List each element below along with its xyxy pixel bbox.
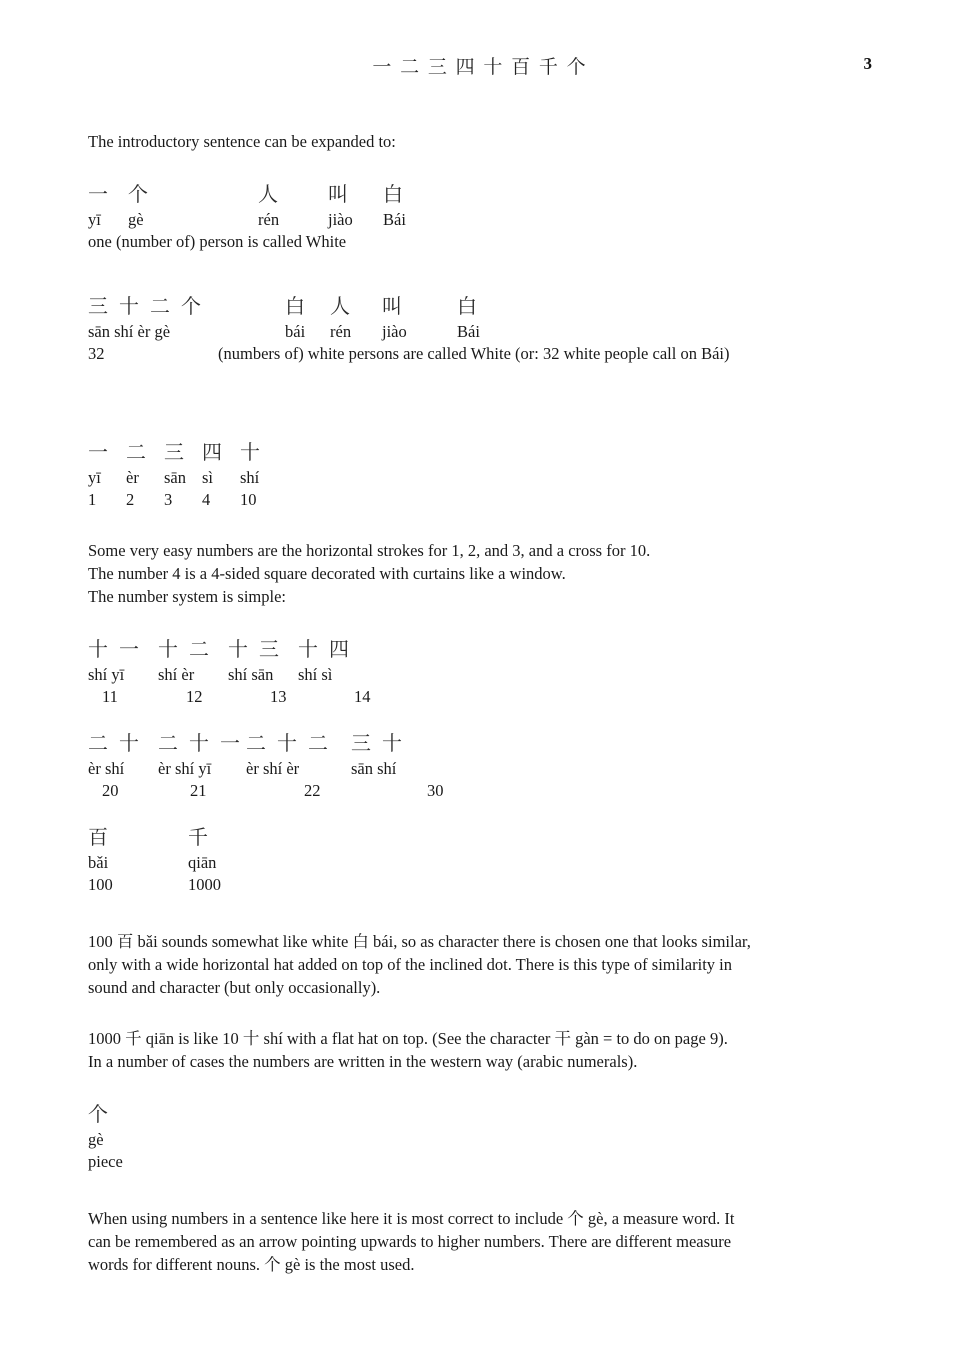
sentence-2-translation: (numbers of) white persons are called White (or: 32 white people call on Bái) — [218, 344, 730, 363]
numbers-basic-value-4: 10 — [240, 490, 257, 509]
para-easy-line-3: The number system is simple: — [88, 587, 286, 606]
sentence-1-hanzi-2: 人 — [258, 184, 281, 206]
para-easy-line-2: The number 4 is a 4-sided square decorated with curtains like a window. — [88, 564, 566, 583]
page-number: 3 — [863, 54, 872, 73]
numbers-hundreds-pinyin-row — [88, 852, 888, 874]
sentence-2-pinyin-4: Bái — [457, 322, 480, 341]
ge-pinyin: gè — [88, 1130, 104, 1149]
numbers-teens-hanzi-3: 十 四 — [298, 639, 352, 661]
numbers-teens-pinyin-2: shí sān — [228, 665, 274, 684]
numbers-basic-hanzi-3: 四 — [202, 442, 225, 464]
numbers-teens-hanzi-row — [88, 636, 888, 664]
numbers-teens-hanzi-1: 十 二 — [158, 639, 212, 661]
example-sentence-1 — [88, 181, 888, 253]
numbers-basic-value-3: 4 — [202, 490, 211, 509]
numbers-twenties-pinyin-2: èr shí èr — [246, 759, 300, 778]
numbers-hundreds-pinyin-0: bǎi — [88, 853, 109, 872]
numbers-twenties-pinyin-1: èr shí yī — [158, 759, 212, 778]
numbers-twenties-pinyin-3: sān shí — [351, 759, 397, 778]
numbers-hundreds-value-0: 100 — [88, 875, 113, 894]
header-chinese-characters: 一 二 三 四 十 百 千 个 — [372, 57, 588, 78]
sentence-1-pinyin-1: gè — [128, 210, 144, 229]
numbers-basic-value-2: 3 — [164, 490, 173, 509]
numbers-teens-pinyin-3: shí sì — [298, 665, 333, 684]
numbers-teens-values-row — [88, 686, 888, 708]
sentence-1-hanzi-row — [88, 181, 888, 209]
page-header — [0, 52, 960, 84]
para-qian-line-1: 1000 千 qiān is like 10 十 shí with a flat hat on top. (See the character 干 gàn = to do on page 9). — [88, 1029, 728, 1048]
sentence-1-translation: one (number of) person is called White — [88, 232, 347, 251]
sentence-1-pinyin-2: rén — [258, 210, 280, 229]
sentence-1-hanzi-3: 叫 — [328, 184, 351, 206]
numbers-basic-values-row — [88, 489, 888, 511]
sentence-1-pinyin-3: jiào — [328, 210, 353, 229]
numbers-teens-pinyin-0: shí yī — [88, 665, 125, 684]
para-qian-line-2: In a number of cases the numbers are written in the western way (arabic numerals). — [88, 1052, 638, 1071]
numbers-twenties-value-3: 30 — [427, 781, 444, 800]
para-bai-line-1: 100 百 bǎi sounds somewhat like white 白 bái, so as character there is chosen one that looks similar, — [88, 932, 751, 951]
numbers-teens-block — [88, 636, 888, 708]
numbers-basic-pinyin-1: èr — [126, 468, 139, 487]
sentence-2-hanzi-1: 白 — [285, 296, 308, 318]
sentence-1-pinyin-4: Bái — [383, 210, 406, 229]
numbers-twenties-pinyin-row — [88, 758, 888, 780]
numbers-basic-hanzi-4: 十 — [240, 442, 263, 464]
numbers-twenties-values-row — [88, 780, 888, 802]
sentence-2-pinyin-1: bái — [285, 322, 306, 341]
intro-line: The introductory sentence can be expanded to: — [88, 132, 396, 151]
numbers-teens-pinyin-1: shí èr — [158, 665, 195, 684]
numbers-basic-hanzi-2: 三 — [164, 442, 187, 464]
ge-hanzi: 个 — [88, 1104, 111, 1126]
numbers-basic-pinyin-3: sì — [202, 468, 214, 487]
numbers-basic-hanzi-0: 一 — [88, 442, 111, 464]
numbers-hundreds-hanzi-0: 百 — [88, 827, 111, 849]
page-content — [88, 130, 888, 1276]
numbers-twenties-value-1: 21 — [190, 781, 207, 800]
sentence-2-pinyin-0: sān shí èr gè — [88, 322, 171, 341]
example-sentence-2 — [88, 293, 888, 365]
numbers-teens-pinyin-row — [88, 664, 888, 686]
numbers-basic-value-1: 2 — [126, 490, 135, 509]
ge-hanzi-row — [88, 1101, 888, 1129]
numbers-basic-pinyin-2: sān — [164, 468, 186, 487]
sentence-1-hanzi-0: 一 — [88, 184, 111, 206]
numbers-teens-hanzi-0: 十 一 — [88, 639, 142, 661]
sentence-2-translation-row — [88, 343, 888, 365]
numbers-twenties-hanzi-1: 二 十 一 — [158, 733, 243, 755]
numbers-basic-hanzi-1: 二 — [126, 442, 149, 464]
sentence-2-hanzi-4: 白 — [457, 296, 480, 318]
ge-measure-word-block — [88, 1101, 888, 1173]
numbers-basic-pinyin-0: yī — [88, 468, 101, 487]
sentence-2-hanzi-2: 人 — [330, 296, 353, 318]
numbers-basic-pinyin-4: shí — [240, 468, 260, 487]
numbers-twenties-value-0: 20 — [102, 781, 119, 800]
numbers-teens-value-0: 11 — [102, 687, 118, 706]
numbers-twenties-hanzi-row — [88, 730, 888, 758]
sentence-1-pinyin-0: yī — [88, 210, 101, 229]
numbers-hundreds-block — [88, 824, 888, 896]
ge-pinyin-row — [88, 1129, 888, 1151]
numbers-hundreds-hanzi-row — [88, 824, 888, 852]
numbers-basic-hanzi-row — [88, 439, 888, 467]
para-easy-line-1: Some very easy numbers are the horizontal strokes for 1, 2, and 3, and a cross for 10. — [88, 541, 651, 560]
ge-meaning: piece — [88, 1152, 123, 1171]
sentence-1-translation-row — [88, 231, 888, 253]
numbers-basic-value-0: 1 — [88, 490, 97, 509]
numbers-hundreds-pinyin-1: qiān — [188, 853, 217, 872]
para-measure-line-1: When using numbers in a sentence like here it is most correct to include 个 gè, a measure word. It — [88, 1209, 735, 1228]
sentence-1-hanzi-1: 个 — [128, 184, 151, 206]
sentence-2-hanzi-3: 叫 — [382, 296, 405, 318]
para-bai-line-3: sound and character (but only occasionally). — [88, 978, 381, 997]
para-measure-line-3: words for different nouns. 个 gè is the most used. — [88, 1255, 415, 1274]
sentence-1-pinyin-row — [88, 209, 888, 231]
para-measure-line-2: can be remembered as an arrow pointing upwards to higher numbers. There are different measure — [88, 1232, 732, 1251]
numbers-twenties-hanzi-0: 二 十 — [88, 733, 142, 755]
sentence-2-pinyin-2: rén — [330, 322, 352, 341]
sentence-2-pinyin-row — [88, 321, 888, 343]
numbers-hundreds-hanzi-1: 千 — [188, 827, 211, 849]
sentence-2-translation-number: 32 — [88, 344, 105, 363]
numbers-twenties-hanzi-2: 二 十 二 — [246, 733, 331, 755]
numbers-teens-value-3: 14 — [354, 687, 371, 706]
ge-meaning-row — [88, 1151, 888, 1173]
numbers-hundreds-value-1: 1000 — [188, 875, 221, 894]
numbers-teens-hanzi-2: 十 三 — [228, 639, 282, 661]
numbers-basic-block — [88, 439, 888, 511]
numbers-teens-value-2: 13 — [270, 687, 287, 706]
numbers-hundreds-values-row — [88, 874, 888, 896]
numbers-twenties-pinyin-0: èr shí — [88, 759, 125, 778]
numbers-teens-value-1: 12 — [186, 687, 203, 706]
sentence-2-pinyin-3: jiào — [382, 322, 407, 341]
numbers-basic-pinyin-row — [88, 467, 888, 489]
sentence-1-hanzi-4: 白 — [383, 184, 406, 206]
numbers-twenties-hanzi-3: 三 十 — [351, 733, 405, 755]
sentence-2-hanzi-row — [88, 293, 888, 321]
sentence-2-hanzi-0: 三 十 二 个 — [88, 296, 204, 318]
para-bai-line-2: only with a wide horizontal hat added on top of the inclined dot. There is this type of similarity in — [88, 955, 732, 974]
numbers-twenties-value-2: 22 — [304, 781, 321, 800]
numbers-twenties-block — [88, 730, 888, 802]
